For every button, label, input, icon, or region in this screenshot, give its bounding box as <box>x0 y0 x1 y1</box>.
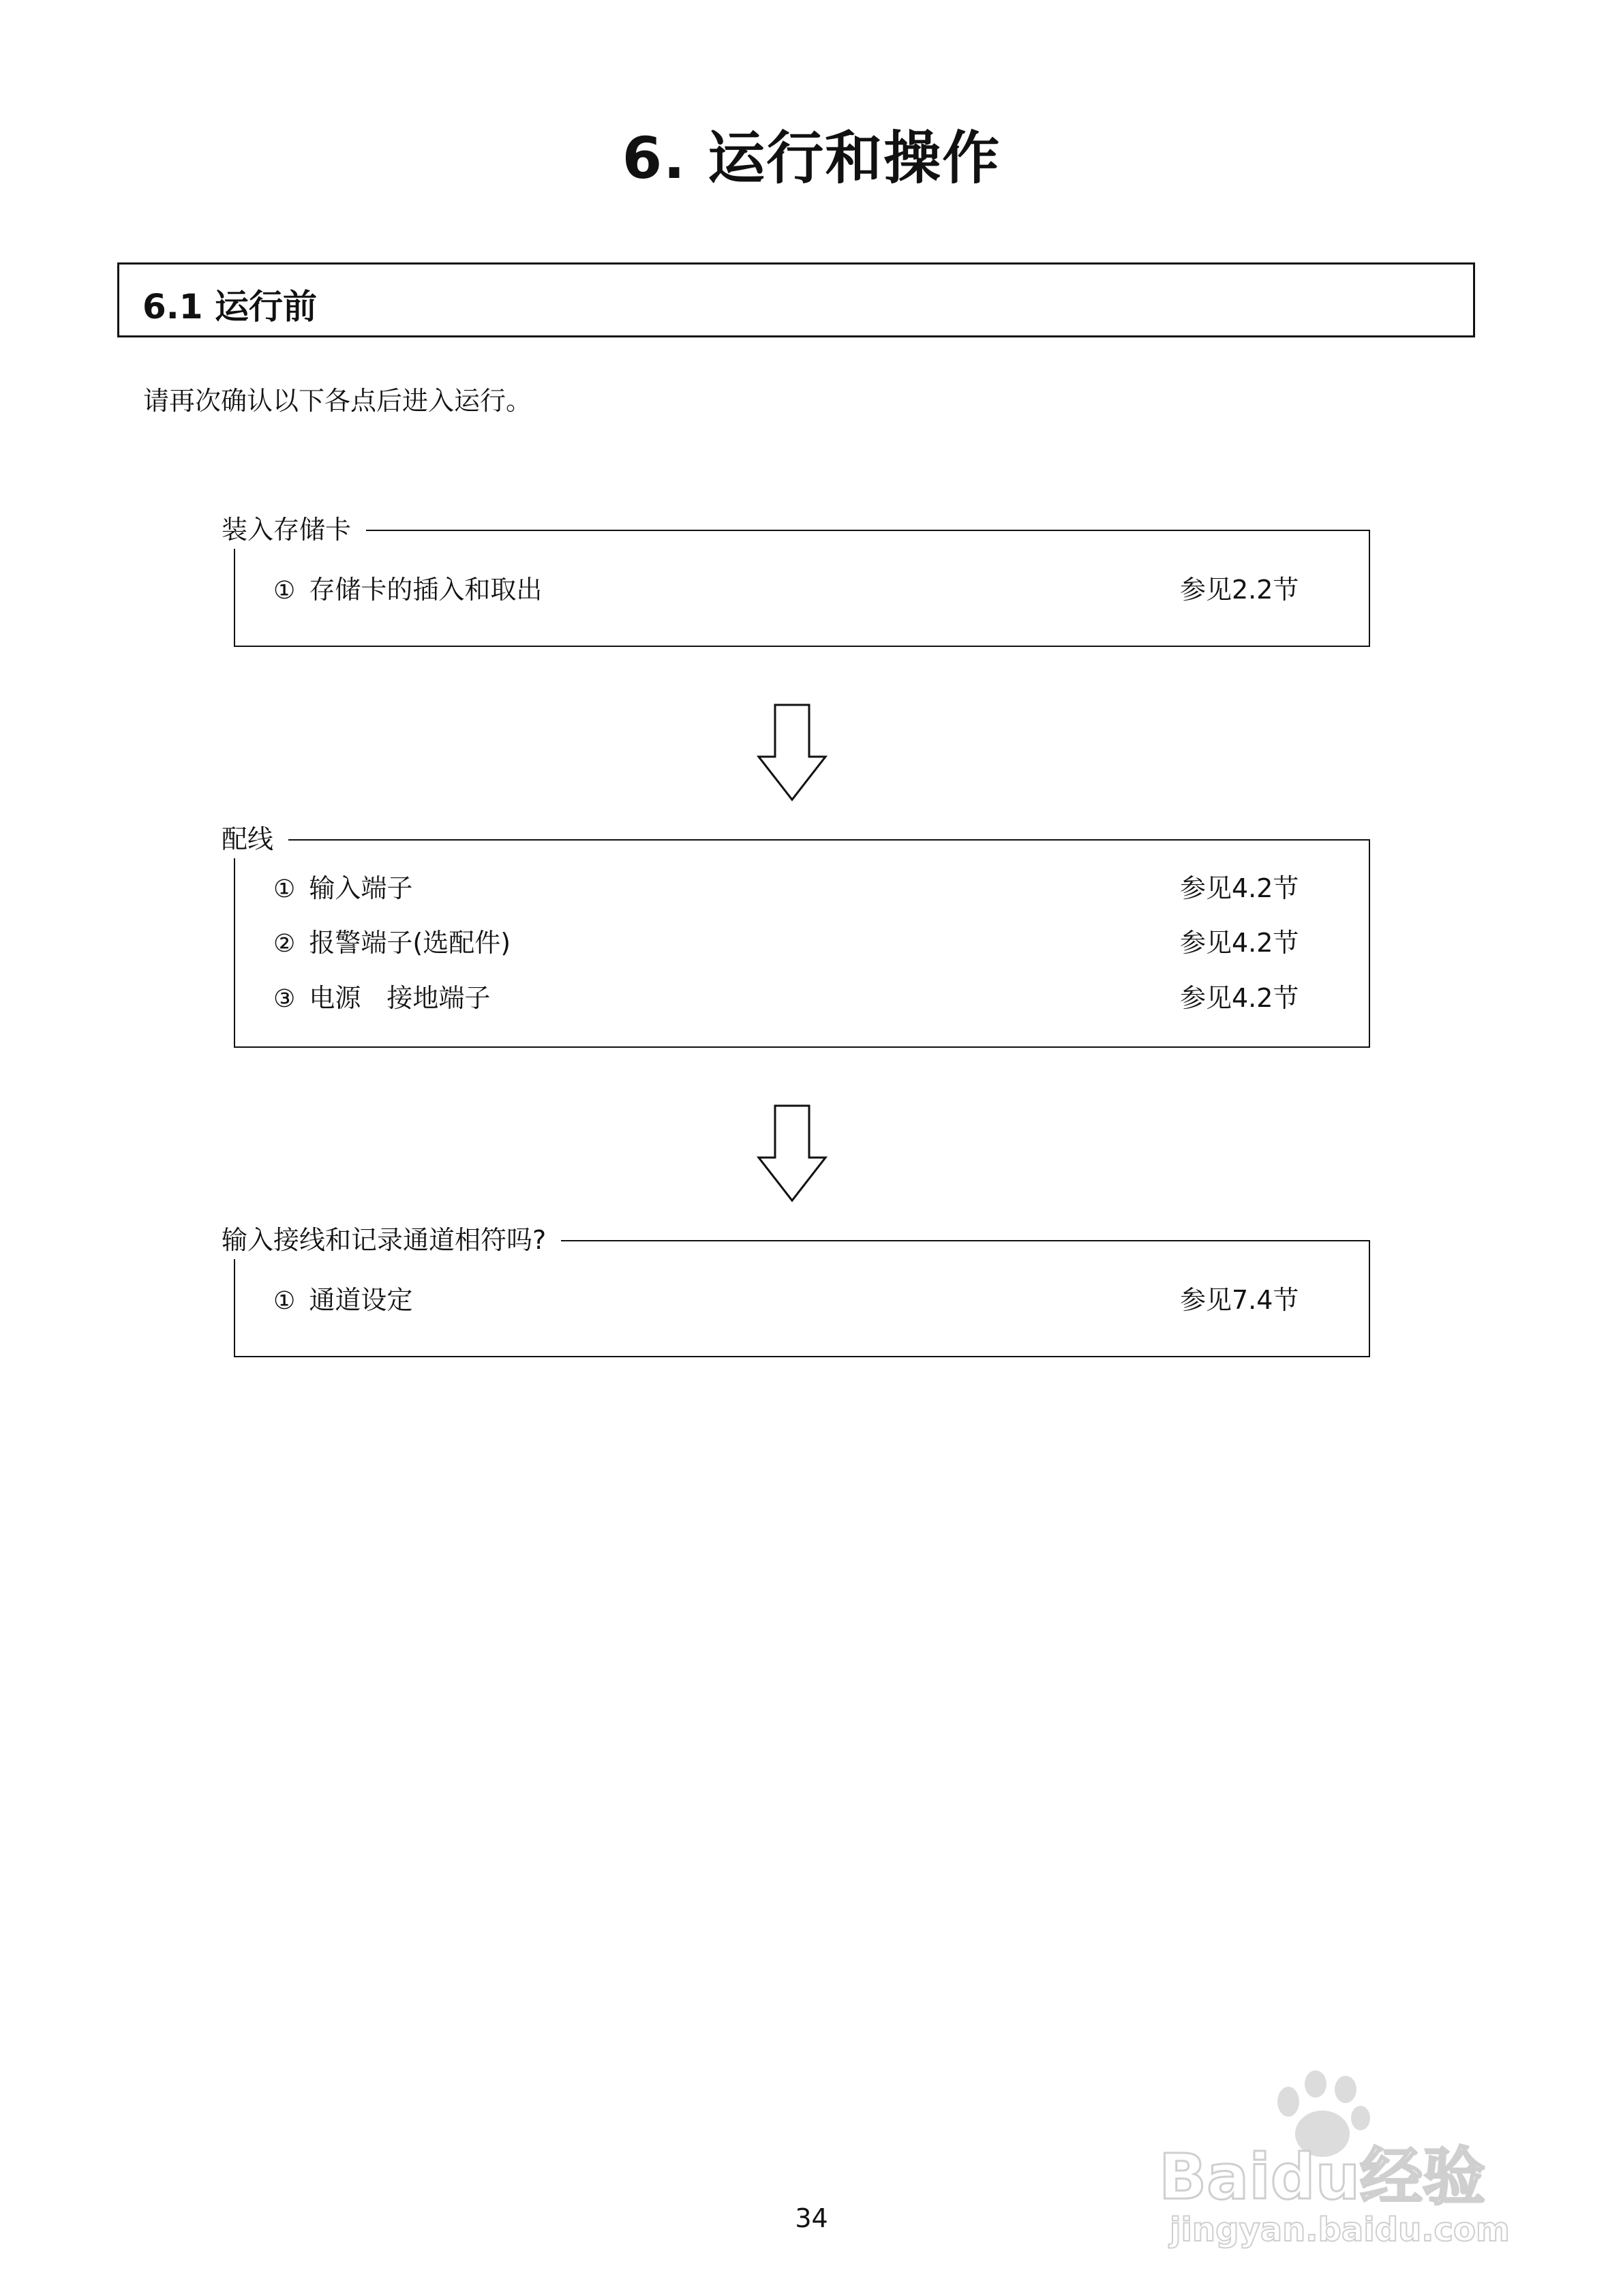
item-text: 报警端子(选配件) <box>309 928 511 958</box>
checklist-item <box>273 571 1369 609</box>
baidu-watermark-logo <box>1152 2069 1561 2253</box>
checklist-item <box>273 924 1369 962</box>
checklist-group-channel-check <box>222 1225 1370 1357</box>
item-reference: 参见2.2节 <box>1180 575 1299 605</box>
group-label: 配线 <box>222 820 288 858</box>
checklist-group-memory-card <box>222 515 1370 647</box>
watermark-url: jingyan.baidu.com <box>1170 2211 1510 2249</box>
item-text: 输入端子 <box>309 873 413 903</box>
checklist-item <box>273 1281 1369 1319</box>
item-reference: 参见4.2节 <box>1180 983 1299 1013</box>
group-label: 装入存储卡 <box>222 511 366 549</box>
item-text: 通道设定 <box>309 1285 413 1315</box>
item-reference: 参见4.2节 <box>1180 928 1299 958</box>
page-number: 34 <box>795 2203 828 2233</box>
checklist-item <box>273 869 1369 907</box>
item-number: ② <box>273 930 296 958</box>
item-number: ③ <box>273 985 296 1013</box>
item-number: ① <box>273 1287 296 1315</box>
checklist-item <box>273 979 1369 1017</box>
section-title: 6.1 运行前 <box>142 287 317 327</box>
section-header-box <box>117 262 1475 337</box>
group-label: 输入接线和记录通道相符吗? <box>222 1221 561 1259</box>
chapter-title: 6. 运行和操作 <box>622 125 1001 192</box>
item-number: ① <box>273 577 296 605</box>
item-text: 电源 接地端子 <box>309 983 491 1013</box>
item-number: ① <box>273 875 296 903</box>
checklist-group-wiring <box>222 824 1370 1048</box>
item-text: 存储卡的插入和取出 <box>309 575 543 605</box>
down-arrow-icon <box>757 1104 828 1203</box>
down-arrow-icon <box>757 704 828 802</box>
item-reference: 参见7.4节 <box>1180 1285 1299 1315</box>
watermark-brand: Baidu经验 <box>1159 2141 1486 2214</box>
item-reference: 参见4.2节 <box>1180 873 1299 903</box>
intro-text: 请再次确认以下各点后进入运行。 <box>143 386 532 416</box>
